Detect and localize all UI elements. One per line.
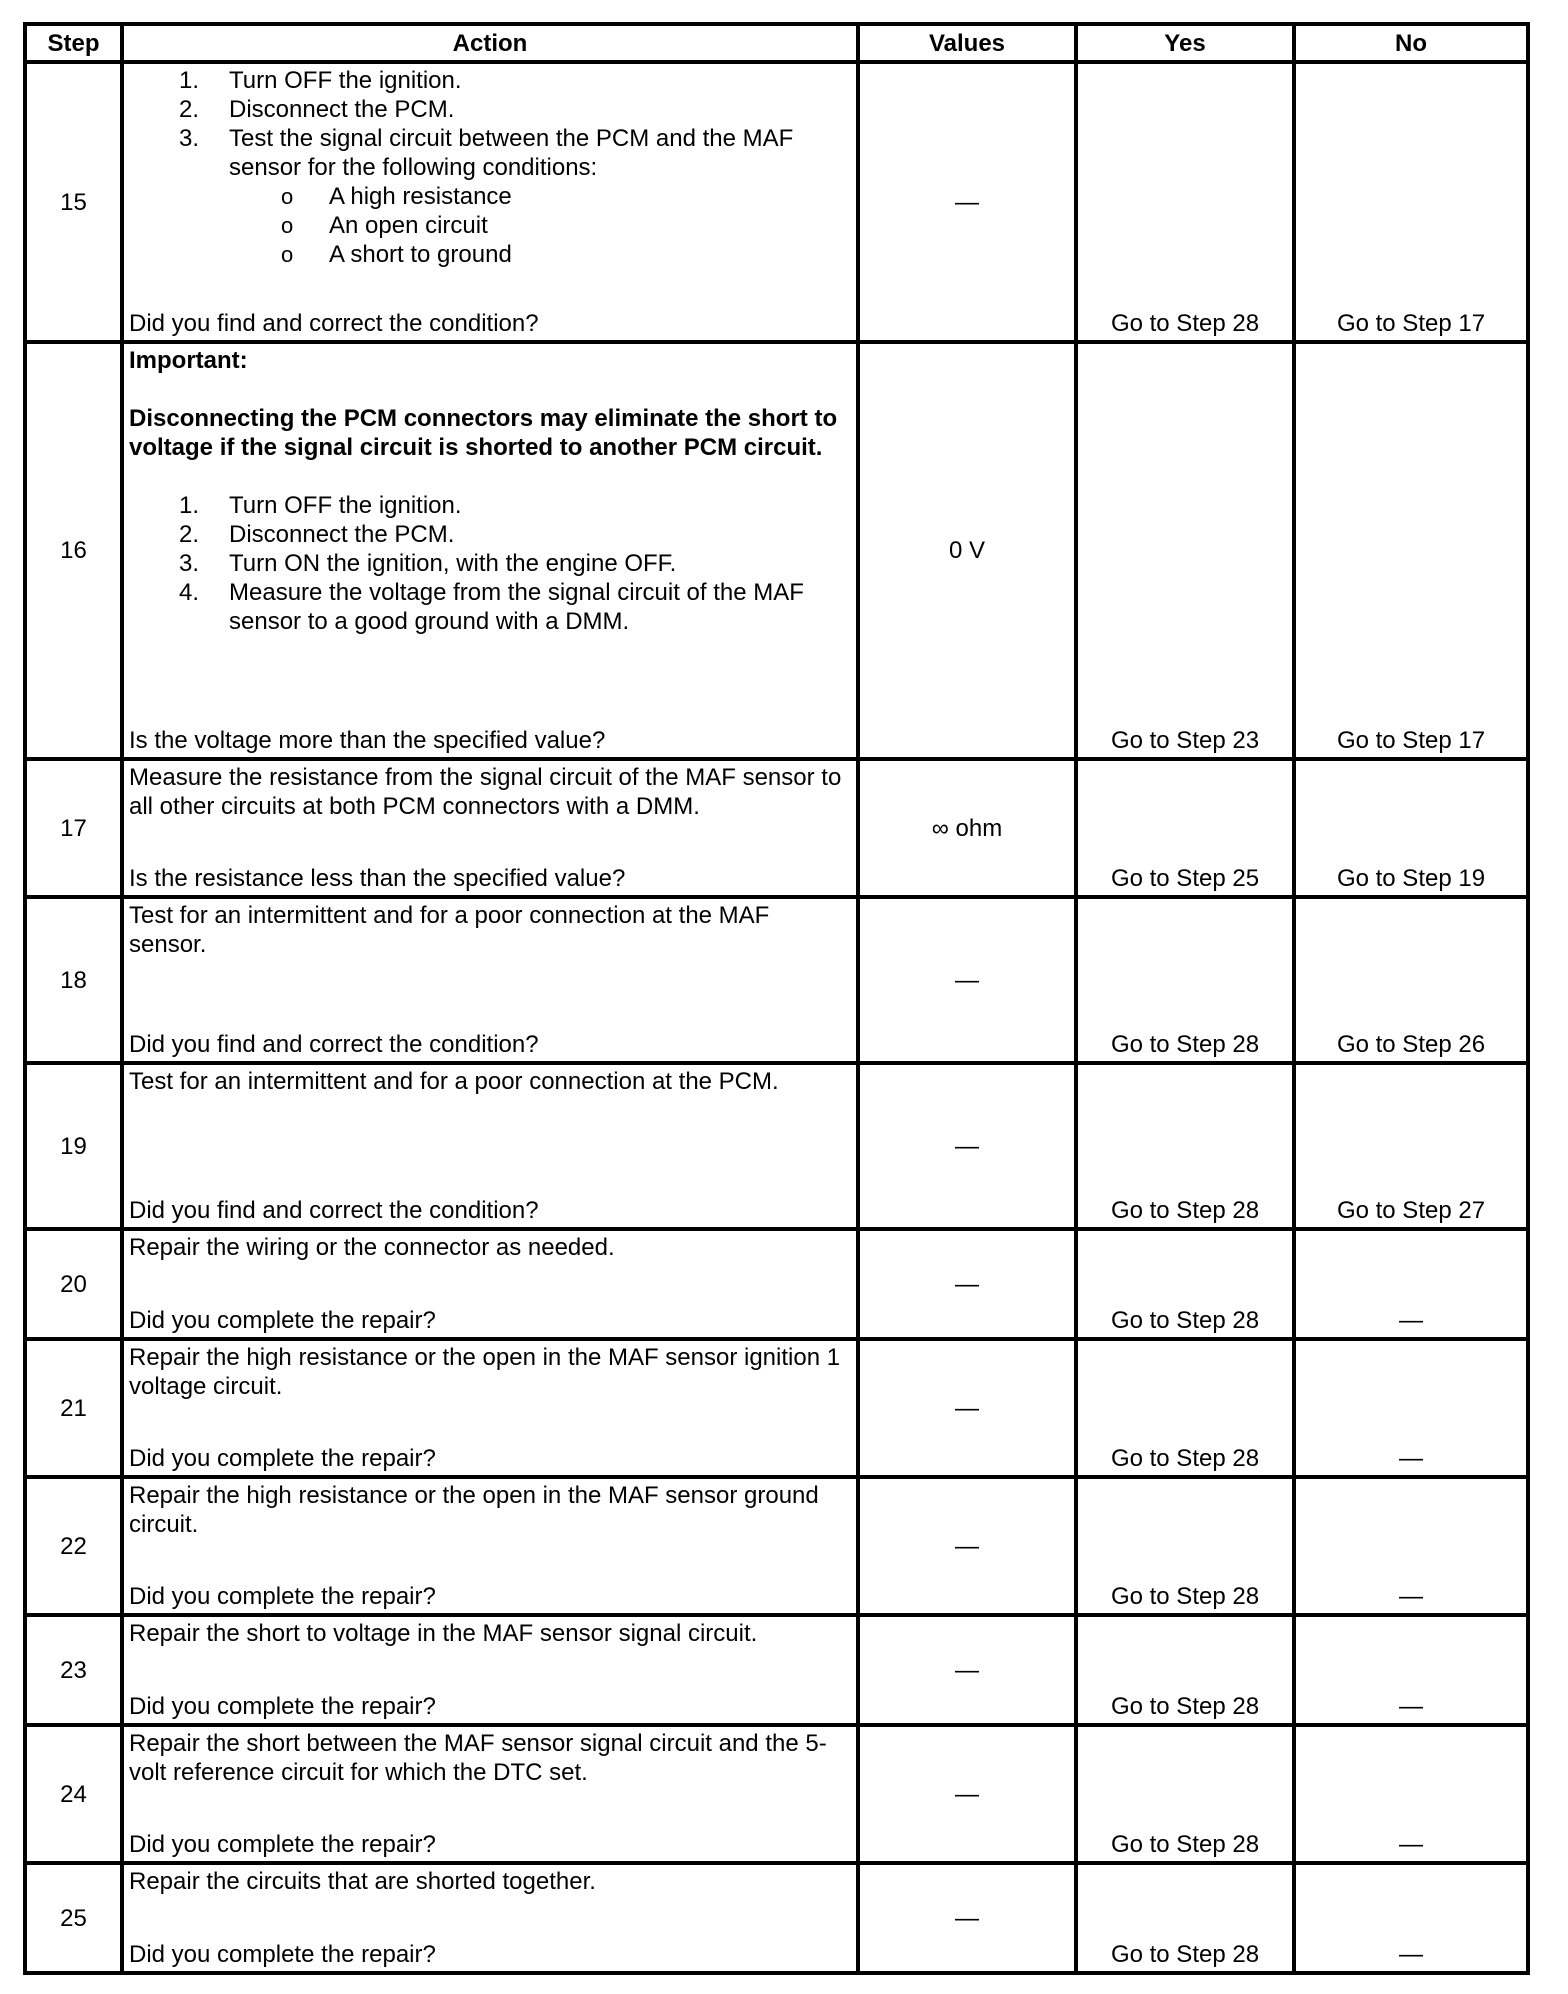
action-cell [122, 1339, 858, 1477]
action-text: Repair the short between the MAF sensor signal circuit and the 5-volt reference circuit for which the DTC set. [129, 1730, 827, 1786]
important-text: Disconnecting the PCM connectors may eliminate the short to voltage if the signal circuit is shorted to another PCM circuit. [129, 405, 838, 461]
no-cell: — [1294, 1615, 1528, 1725]
no-cell: — [1294, 1477, 1528, 1615]
table-row [25, 62, 1528, 342]
action-cell [122, 342, 858, 759]
no-cell: Go to Step 26 [1294, 897, 1528, 1063]
values-cell: — [858, 62, 1076, 342]
action-text: Repair the wiring or the connector as needed. [129, 1234, 615, 1261]
step-number: 17 [25, 759, 122, 897]
values-cell: — [858, 1477, 1076, 1615]
list-item: 3. Turn ON the ignition, with the engine OFF. [179, 550, 677, 577]
list-item: 1. Turn OFF the ignition. [179, 492, 462, 519]
table-row [25, 1863, 1528, 1973]
header-row [25, 24, 1528, 62]
values-cell: — [858, 1725, 1076, 1863]
step-number: 15 [25, 62, 122, 342]
question-text: Did you find and correct the condition? [129, 310, 539, 337]
condition-list [129, 182, 852, 269]
action-cell [122, 1477, 858, 1615]
yes-cell: Go to Step 28 [1076, 1863, 1294, 1973]
table-row [25, 1229, 1528, 1339]
list-item: 3. Test the signal circuit between the PCM and the MAF sensor for the following conditions: [179, 125, 794, 181]
yes-cell: Go to Step 28 [1076, 1725, 1294, 1863]
action-cell [122, 1229, 858, 1339]
question-text: Did you complete the repair? [129, 1445, 436, 1472]
no-cell: Go to Step 17 [1294, 62, 1528, 342]
table-row [25, 1615, 1528, 1725]
action-text: Repair the circuits that are shorted together. [129, 1868, 596, 1895]
table-row [25, 1725, 1528, 1863]
table-row [25, 1477, 1528, 1615]
header-step: Step [25, 24, 122, 62]
yes-cell: Go to Step 28 [1076, 1063, 1294, 1229]
list-item: 4. Measure the voltage from the signal circuit of the MAF sensor to a good ground with a DMM. [179, 579, 804, 635]
header-yes: Yes [1076, 24, 1294, 62]
list-item: o A high resistance [281, 183, 512, 210]
question-text: Is the voltage more than the specified value? [129, 727, 606, 754]
header-action: Action [122, 24, 858, 62]
no-cell: — [1294, 1725, 1528, 1863]
values-cell: — [858, 1063, 1076, 1229]
important-label: Important: [129, 347, 248, 374]
action-cell [122, 1615, 858, 1725]
action-cell [122, 897, 858, 1063]
diagnostic-table [23, 22, 1530, 1975]
circle-bullet-icon: o [281, 213, 294, 238]
list-item: 1. Turn OFF the ignition. [179, 67, 462, 94]
table-row [25, 759, 1528, 897]
no-cell: — [1294, 1863, 1528, 1973]
table-row [25, 897, 1528, 1063]
table-row [25, 342, 1528, 759]
question-text: Did you complete the repair? [129, 1307, 436, 1334]
circle-bullet-icon: o [281, 242, 294, 267]
yes-cell: Go to Step 23 [1076, 342, 1294, 759]
values-cell: 0 V [858, 342, 1076, 759]
yes-cell: Go to Step 28 [1076, 62, 1294, 342]
list-item: 2. Disconnect the PCM. [179, 96, 455, 123]
yes-cell: Go to Step 28 [1076, 1339, 1294, 1477]
question-text: Is the resistance less than the specified value? [129, 865, 626, 892]
values-cell: — [858, 1863, 1076, 1973]
action-text: Test for an intermittent and for a poor connection at the PCM. [129, 1068, 779, 1095]
yes-cell: Go to Step 28 [1076, 1229, 1294, 1339]
action-text: Repair the short to voltage in the MAF sensor signal circuit. [129, 1620, 758, 1647]
list-item: o A short to ground [281, 241, 512, 268]
values-cell: — [858, 1339, 1076, 1477]
header-no: No [1294, 24, 1528, 62]
question-text: Did you find and correct the condition? [129, 1031, 539, 1058]
no-cell: — [1294, 1339, 1528, 1477]
action-cell [122, 1863, 858, 1973]
action-text: Measure the resistance from the signal circuit of the MAF sensor to all other circuits at both PCM connectors with a DMM. [129, 764, 842, 820]
action-cell [122, 62, 858, 342]
step-number: 18 [25, 897, 122, 1063]
list-item: 2. Disconnect the PCM. [179, 521, 455, 548]
step-number: 20 [25, 1229, 122, 1339]
values-cell: — [858, 897, 1076, 1063]
no-cell: Go to Step 17 [1294, 342, 1528, 759]
yes-cell: Go to Step 28 [1076, 897, 1294, 1063]
circle-bullet-icon: o [281, 184, 294, 209]
yes-cell: Go to Step 28 [1076, 1477, 1294, 1615]
step-number: 19 [25, 1063, 122, 1229]
question-text: Did you complete the repair? [129, 1831, 436, 1858]
table-row [25, 1339, 1528, 1477]
header-values: Values [858, 24, 1076, 62]
question-text: Did you complete the repair? [129, 1941, 436, 1968]
action-text: Test for an intermittent and for a poor connection at the MAF sensor. [129, 902, 770, 958]
yes-cell: Go to Step 25 [1076, 759, 1294, 897]
no-cell: Go to Step 27 [1294, 1063, 1528, 1229]
step-number: 16 [25, 342, 122, 759]
values-cell: — [858, 1229, 1076, 1339]
question-text: Did you find and correct the condition? [129, 1197, 539, 1224]
step-number: 24 [25, 1725, 122, 1863]
question-text: Did you complete the repair? [129, 1583, 436, 1610]
step-number: 25 [25, 1863, 122, 1973]
action-cell [122, 1063, 858, 1229]
action-text: Repair the high resistance or the open in the MAF sensor ignition 1 voltage circuit. [129, 1344, 841, 1400]
no-cell: — [1294, 1229, 1528, 1339]
step-number: 21 [25, 1339, 122, 1477]
no-cell: Go to Step 19 [1294, 759, 1528, 897]
question-text: Did you complete the repair? [129, 1693, 436, 1720]
instruction-list [129, 491, 852, 636]
values-cell: ∞ ohm [858, 759, 1076, 897]
step-number: 23 [25, 1615, 122, 1725]
action-cell [122, 1725, 858, 1863]
step-number: 22 [25, 1477, 122, 1615]
values-cell: — [858, 1615, 1076, 1725]
list-item: o An open circuit [281, 212, 488, 239]
yes-cell: Go to Step 28 [1076, 1615, 1294, 1725]
action-cell [122, 759, 858, 897]
action-text: Repair the high resistance or the open in the MAF sensor ground circuit. [129, 1482, 819, 1538]
table-row [25, 1063, 1528, 1229]
instruction-list [129, 66, 852, 182]
